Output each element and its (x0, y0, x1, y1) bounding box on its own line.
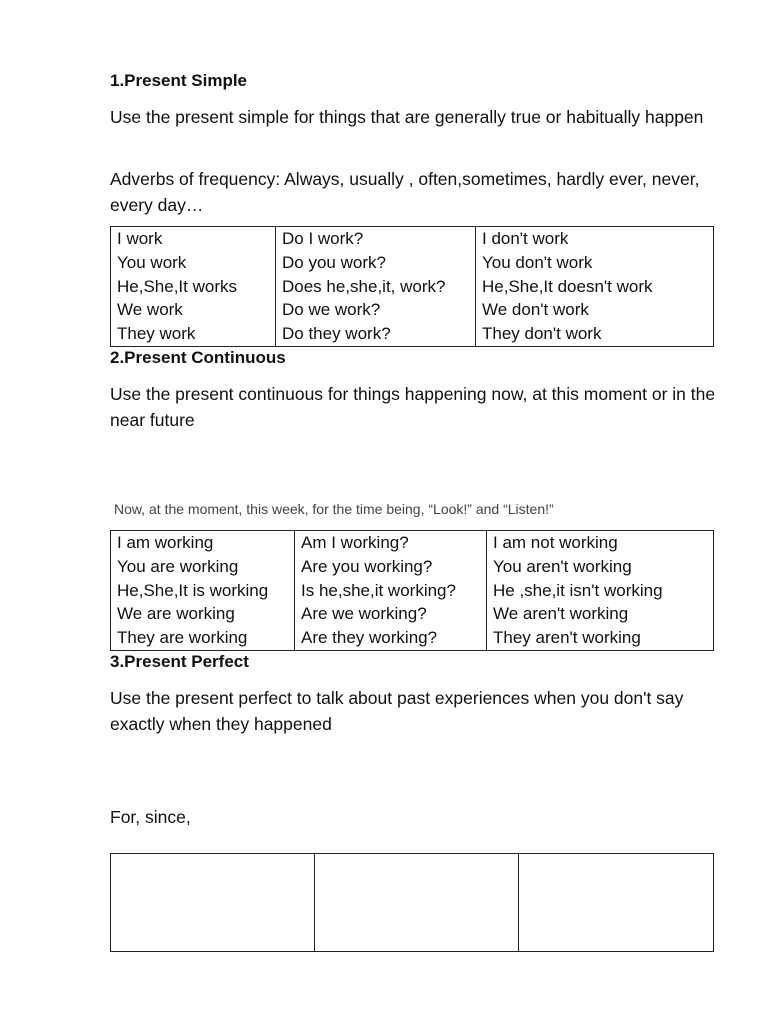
table-cell: Am I working? (301, 533, 409, 552)
table-cell: Do we work? (282, 300, 381, 320)
section-1-heading: 1.Present Simple (110, 71, 248, 90)
table-cell: I am working (117, 533, 214, 552)
section-2-heading: 2.Present Continuous (110, 348, 286, 367)
empty-cell (519, 854, 714, 952)
table-cell: They aren't working (493, 628, 641, 648)
present-continuous-table (110, 530, 714, 651)
section-1-usage: Use the present simple for things that are generally true or habitually happen (110, 107, 704, 127)
table-cell: You are working (117, 556, 239, 576)
table-cell: Do you work? (282, 252, 386, 272)
affirmative-column (111, 227, 276, 347)
table-cell: They work (117, 324, 196, 344)
table-cell: Are you working? (301, 556, 433, 576)
table-cell: I don't work (482, 229, 569, 248)
table-cell: They are working (117, 628, 248, 648)
table-cell: You aren't working (493, 556, 632, 576)
table-cell: He,She,It works (117, 276, 237, 296)
section-2-time-expressions: Now, at the moment, this week, for the time being, “Look!” and “Listen!” (114, 501, 554, 517)
empty-cell (315, 854, 519, 952)
table-cell: Are we working? (301, 604, 427, 624)
table-cell: I am not working (493, 533, 618, 552)
empty-cell (111, 854, 315, 952)
present-perfect-table (110, 853, 714, 952)
section-3-usage: Use the present perfect to talk about past experiences when you don't say exactly when they happened (110, 688, 684, 734)
question-column (276, 227, 476, 347)
table-cell: You don't work (482, 252, 593, 272)
table-cell: We are working (117, 604, 235, 624)
section-2-usage: Use the present continuous for things happening now, at this moment or in the near future (110, 384, 716, 430)
question-column (295, 531, 487, 651)
section-1-adverbs: Adverbs of frequency: Always, usually , often,sometimes, hardly ever, never, every day… (110, 169, 700, 215)
negative-column (476, 227, 714, 347)
section-3-heading: 3.Present Perfect (110, 652, 249, 671)
table-cell: We work (117, 300, 183, 320)
table-cell: He,She,It is working (117, 580, 269, 600)
section-3-time-words: For, since, (110, 807, 191, 827)
table-cell: They don't work (482, 324, 602, 344)
negative-column (487, 531, 714, 651)
table-cell: Are they working? (301, 628, 438, 648)
table-cell: Is he,she,it working? (301, 580, 456, 600)
table-cell: I work (117, 229, 163, 248)
table-cell: We aren't working (493, 604, 629, 624)
table-cell: Does he,she,it, work? (282, 276, 446, 296)
table-cell: He ,she,it isn't working (493, 580, 663, 600)
present-simple-table (110, 226, 714, 347)
table-cell: Do they work? (282, 324, 391, 344)
table-cell: We don't work (482, 300, 589, 320)
table-cell: He,She,It doesn't work (482, 276, 653, 296)
affirmative-column (111, 531, 295, 651)
table-cell: Do I work? (282, 229, 364, 248)
table-cell: You work (117, 252, 187, 272)
